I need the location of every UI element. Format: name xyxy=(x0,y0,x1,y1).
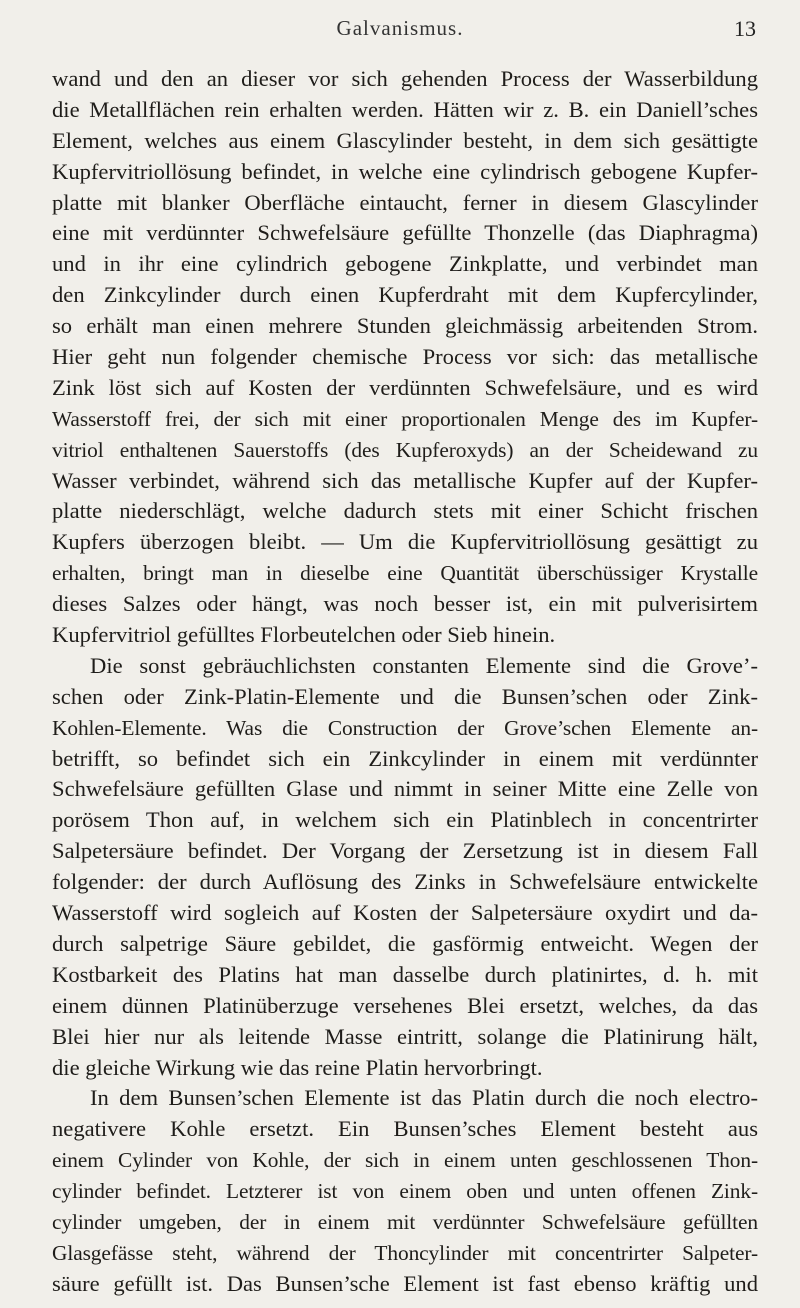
text-line: schen oder Zink-Platin-Elemente und die Bunsen’schen oder Zink- xyxy=(52,683,758,709)
page-number: 13 xyxy=(734,16,756,41)
text-line: cylinder befindet. Letzterer ist von einem oben und unten offenen Zink- xyxy=(52,1179,758,1204)
body-text xyxy=(52,64,758,1300)
text-line: Kupfervitriol gefülltes Florbeutelchen oder Sieb hinein. xyxy=(52,622,556,648)
text-line: und in ihr eine cylindrich gebogene Zinkplatte, und verbindet man xyxy=(52,251,758,277)
text-line: Zink löst sich auf Kosten der verdünnten Schwefelsäure, und es wird xyxy=(52,374,758,400)
text-line: Blei hier nur als leitende Masse eintritt, solange die Platinirung hält, xyxy=(52,1023,758,1049)
text-line: so erhält man einen mehrere Stunden gleichmässig arbeitenden Strom. xyxy=(52,313,758,339)
text-line: erhalten, bringt man in dieselbe eine Quantität überschüssiger Krystalle xyxy=(52,561,758,586)
text-line: den Zinkcylinder durch einen Kupferdraht mit dem Kupfercylinder, xyxy=(52,282,758,308)
text-line: Element, welches aus einem Glascylinder besteht, in dem sich gesättigte xyxy=(52,127,758,153)
text-line: Salpetersäure befindet. Der Vorgang der Zersetzung ist in diesem Fall xyxy=(52,838,758,864)
text-line: Kupfers überzogen bleibt. — Um die Kupfervitriollösung gesättigt zu xyxy=(52,529,758,555)
text-line: wand und den an dieser vor sich gehenden Process der Wasserbildung xyxy=(52,66,758,91)
text-line: einem dünnen Platinüberzuge versehenes Blei ersetzt, welches, da das xyxy=(52,992,758,1018)
text-line: dieses Salzes oder hängt, was noch besser ist, ein mit pulverisirtem xyxy=(52,591,758,617)
text-line: die Metallflächen rein erhalten werden. Hätten wir z. B. ein Daniell’sches xyxy=(52,96,758,122)
running-title: Galvanismus. xyxy=(336,16,464,40)
text-line: porösem Thon auf, in welchem sich ein Platinblech in concentrirter xyxy=(52,807,758,833)
text-line: platte mit blanker Oberfläche eintaucht, ferner in diesem Glascylinder xyxy=(52,189,758,215)
text-line: Kohlen-Elemente. Was die Construction der Grove’schen Elemente an- xyxy=(52,715,758,740)
text-line: die gleiche Wirkung wie das reine Platin hervorbringt. xyxy=(52,1054,543,1080)
text-line: Wasserstoff frei, der sich mit einer proportionalen Menge des im Kupfer- xyxy=(52,406,758,431)
text-line: säure gefüllt ist. Das Bunsen’sche Element ist fast ebenso kräftig und xyxy=(52,1270,758,1296)
text-line: Kupfervitriollösung befindet, in welche eine cylindrisch gebogene Kupfer- xyxy=(52,158,758,184)
text-line: vitriol enthaltenen Sauerstoffs (des Kupferoxyds) an der Scheidewand zu xyxy=(52,437,758,462)
text-line: eine mit verdünnter Schwefelsäure gefüllte Thonzelle (das Diaphragma) xyxy=(52,220,758,246)
text-line: einem Cylinder von Kohle, der sich in einem unten geschlossenen Thon- xyxy=(52,1148,758,1173)
page-header xyxy=(0,16,800,46)
text-line: platte niederschlägt, welche dadurch stets mit einer Schicht frischen xyxy=(52,498,758,524)
text-line: Wasser verbindet, während sich das metallische Kupfer auf der Kupfer- xyxy=(52,467,758,493)
text-line: negativere Kohle ersetzt. Ein Bunsen’sches Element besteht aus xyxy=(52,1116,758,1142)
text-line: Kostbarkeit des Platins hat man dasselbe durch platinirtes, d. h. mit xyxy=(52,961,758,987)
text-line: Wasserstoff wird sogleich auf Kosten der Salpetersäure oxydirt und da- xyxy=(52,900,758,926)
text-line: betrifft, so befindet sich ein Zinkcylinder in einem mit verdünnter xyxy=(52,745,758,771)
text-line: cylinder umgeben, der in einem mit verdünnter Schwefelsäure gefüllten xyxy=(52,1209,758,1234)
text-line: Hier geht nun folgender chemische Process vor sich: das metallische xyxy=(52,344,758,370)
text-line: folgender: der durch Auflösung des Zinks in Schwefelsäure entwickelte xyxy=(52,869,758,895)
text-line: Schwefelsäure gefüllten Glase und nimmt in seiner Mitte eine Zelle von xyxy=(52,776,758,802)
text-line: In dem Bunsen’schen Elemente ist das Platin durch die noch electro- xyxy=(90,1085,758,1111)
text-line: Die sonst gebräuchlichsten constanten Elemente sind die Grove’- xyxy=(90,652,758,678)
text-line: Glasgefässe steht, während der Thoncylinder mit concentrirter Salpeter- xyxy=(52,1240,758,1265)
text-line: durch salpetrige Säure gebildet, die gasförmig entweicht. Wegen der xyxy=(52,930,758,956)
